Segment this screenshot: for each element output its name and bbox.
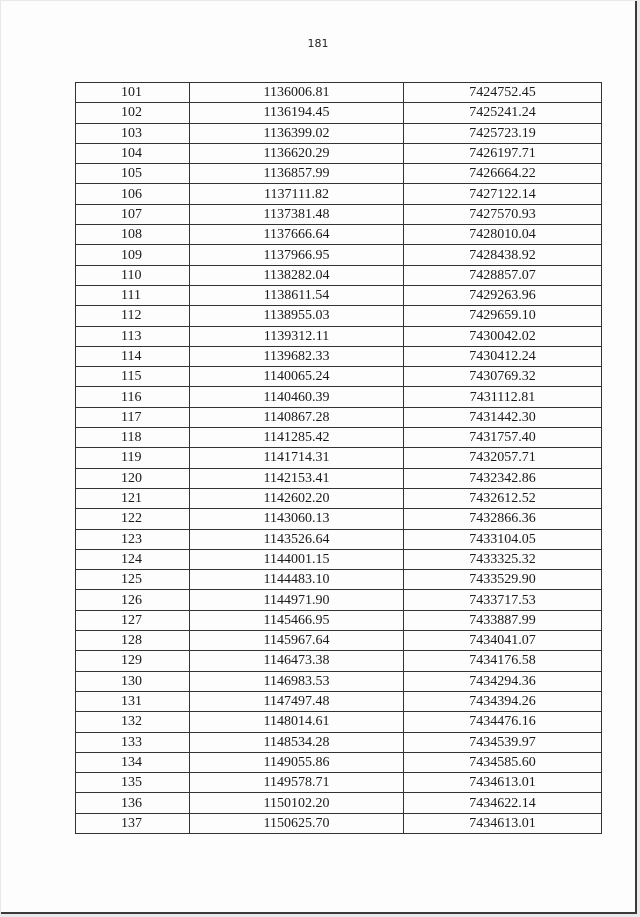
table-row bbox=[76, 509, 602, 529]
table-row bbox=[76, 570, 602, 590]
table-row bbox=[76, 103, 602, 123]
table-row bbox=[76, 651, 602, 671]
x-coordinate-cell: 1137666.64 bbox=[190, 225, 404, 245]
point-number-cell: 108 bbox=[76, 225, 190, 245]
table-row bbox=[76, 529, 602, 549]
point-number-cell: 130 bbox=[76, 671, 190, 691]
point-number-cell: 135 bbox=[76, 773, 190, 793]
y-coordinate-cell: 7433104.05 bbox=[404, 529, 602, 549]
table-row bbox=[76, 793, 602, 813]
y-coordinate-cell: 7434294.36 bbox=[404, 671, 602, 691]
y-coordinate-cell: 7428010.04 bbox=[404, 225, 602, 245]
point-number-cell: 110 bbox=[76, 265, 190, 285]
point-number-cell: 128 bbox=[76, 631, 190, 651]
page-number: 181 bbox=[307, 37, 329, 50]
table-row bbox=[76, 306, 602, 326]
y-coordinate-cell: 7429659.10 bbox=[404, 306, 602, 326]
x-coordinate-cell: 1140065.24 bbox=[190, 367, 404, 387]
point-number-cell: 137 bbox=[76, 813, 190, 833]
y-coordinate-cell: 7434476.16 bbox=[404, 712, 602, 732]
point-number-cell: 107 bbox=[76, 204, 190, 224]
table-row bbox=[76, 752, 602, 772]
y-coordinate-cell: 7434539.97 bbox=[404, 732, 602, 752]
table-row bbox=[76, 123, 602, 143]
y-coordinate-cell: 7431112.81 bbox=[404, 387, 602, 407]
point-number-cell: 101 bbox=[76, 83, 190, 103]
y-coordinate-cell: 7430042.02 bbox=[404, 326, 602, 346]
x-coordinate-cell: 1144483.10 bbox=[190, 570, 404, 590]
y-coordinate-cell: 7434613.01 bbox=[404, 773, 602, 793]
y-coordinate-cell: 7432057.71 bbox=[404, 448, 602, 468]
table-row bbox=[76, 610, 602, 630]
coordinate-table-body bbox=[76, 83, 602, 834]
table-row bbox=[76, 549, 602, 569]
x-coordinate-cell: 1149055.86 bbox=[190, 752, 404, 772]
point-number-cell: 126 bbox=[76, 590, 190, 610]
table-row bbox=[76, 225, 602, 245]
document-page bbox=[1, 1, 637, 914]
y-coordinate-cell: 7433529.90 bbox=[404, 570, 602, 590]
table-row bbox=[76, 143, 602, 163]
y-coordinate-cell: 7432612.52 bbox=[404, 488, 602, 508]
point-number-cell: 116 bbox=[76, 387, 190, 407]
x-coordinate-cell: 1149578.71 bbox=[190, 773, 404, 793]
table-row bbox=[76, 488, 602, 508]
x-coordinate-cell: 1139312.11 bbox=[190, 326, 404, 346]
x-coordinate-cell: 1137111.82 bbox=[190, 184, 404, 204]
table-row bbox=[76, 387, 602, 407]
y-coordinate-cell: 7428438.92 bbox=[404, 245, 602, 265]
table-row bbox=[76, 448, 602, 468]
x-coordinate-cell: 1141714.31 bbox=[190, 448, 404, 468]
x-coordinate-cell: 1140460.39 bbox=[190, 387, 404, 407]
table-row bbox=[76, 428, 602, 448]
point-number-cell: 111 bbox=[76, 285, 190, 305]
x-coordinate-cell: 1136857.99 bbox=[190, 164, 404, 184]
x-coordinate-cell: 1150625.70 bbox=[190, 813, 404, 833]
y-coordinate-cell: 7425723.19 bbox=[404, 123, 602, 143]
y-coordinate-cell: 7430412.24 bbox=[404, 346, 602, 366]
y-coordinate-cell: 7432342.86 bbox=[404, 468, 602, 488]
table-row bbox=[76, 813, 602, 833]
coordinate-table bbox=[75, 82, 602, 834]
point-number-cell: 133 bbox=[76, 732, 190, 752]
x-coordinate-cell: 1144971.90 bbox=[190, 590, 404, 610]
x-coordinate-cell: 1150102.20 bbox=[190, 793, 404, 813]
point-number-cell: 104 bbox=[76, 143, 190, 163]
y-coordinate-cell: 7426664.22 bbox=[404, 164, 602, 184]
table-row bbox=[76, 732, 602, 752]
table-row bbox=[76, 204, 602, 224]
point-number-cell: 127 bbox=[76, 610, 190, 630]
y-coordinate-cell: 7427570.93 bbox=[404, 204, 602, 224]
x-coordinate-cell: 1140867.28 bbox=[190, 407, 404, 427]
x-coordinate-cell: 1138282.04 bbox=[190, 265, 404, 285]
point-number-cell: 118 bbox=[76, 428, 190, 448]
x-coordinate-cell: 1145466.95 bbox=[190, 610, 404, 630]
x-coordinate-cell: 1142153.41 bbox=[190, 468, 404, 488]
table-row bbox=[76, 671, 602, 691]
point-number-cell: 125 bbox=[76, 570, 190, 590]
table-row bbox=[76, 346, 602, 366]
y-coordinate-cell: 7431442.30 bbox=[404, 407, 602, 427]
table-row bbox=[76, 590, 602, 610]
table-row bbox=[76, 184, 602, 204]
point-number-cell: 122 bbox=[76, 509, 190, 529]
table-row bbox=[76, 265, 602, 285]
point-number-cell: 112 bbox=[76, 306, 190, 326]
x-coordinate-cell: 1142602.20 bbox=[190, 488, 404, 508]
y-coordinate-cell: 7428857.07 bbox=[404, 265, 602, 285]
point-number-cell: 134 bbox=[76, 752, 190, 772]
x-coordinate-cell: 1147497.48 bbox=[190, 691, 404, 711]
x-coordinate-cell: 1138611.54 bbox=[190, 285, 404, 305]
table-row bbox=[76, 83, 602, 103]
x-coordinate-cell: 1146473.38 bbox=[190, 651, 404, 671]
point-number-cell: 106 bbox=[76, 184, 190, 204]
point-number-cell: 121 bbox=[76, 488, 190, 508]
point-number-cell: 103 bbox=[76, 123, 190, 143]
point-number-cell: 136 bbox=[76, 793, 190, 813]
y-coordinate-cell: 7434613.01 bbox=[404, 813, 602, 833]
x-coordinate-cell: 1146983.53 bbox=[190, 671, 404, 691]
point-number-cell: 124 bbox=[76, 549, 190, 569]
x-coordinate-cell: 1136399.02 bbox=[190, 123, 404, 143]
point-number-cell: 117 bbox=[76, 407, 190, 427]
table-row bbox=[76, 245, 602, 265]
point-number-cell: 102 bbox=[76, 103, 190, 123]
x-coordinate-cell: 1136620.29 bbox=[190, 143, 404, 163]
x-coordinate-cell: 1143060.13 bbox=[190, 509, 404, 529]
y-coordinate-cell: 7434394.26 bbox=[404, 691, 602, 711]
x-coordinate-cell: 1136006.81 bbox=[190, 83, 404, 103]
table-row bbox=[76, 367, 602, 387]
x-coordinate-cell: 1148014.61 bbox=[190, 712, 404, 732]
point-number-cell: 123 bbox=[76, 529, 190, 549]
point-number-cell: 129 bbox=[76, 651, 190, 671]
table-row bbox=[76, 407, 602, 427]
table-row bbox=[76, 326, 602, 346]
x-coordinate-cell: 1139682.33 bbox=[190, 346, 404, 366]
y-coordinate-cell: 7431757.40 bbox=[404, 428, 602, 448]
x-coordinate-cell: 1136194.45 bbox=[190, 103, 404, 123]
y-coordinate-cell: 7434041.07 bbox=[404, 631, 602, 651]
table-row bbox=[76, 773, 602, 793]
y-coordinate-cell: 7434622.14 bbox=[404, 793, 602, 813]
y-coordinate-cell: 7432866.36 bbox=[404, 509, 602, 529]
x-coordinate-cell: 1137966.95 bbox=[190, 245, 404, 265]
point-number-cell: 109 bbox=[76, 245, 190, 265]
y-coordinate-cell: 7433887.99 bbox=[404, 610, 602, 630]
point-number-cell: 113 bbox=[76, 326, 190, 346]
y-coordinate-cell: 7426197.71 bbox=[404, 143, 602, 163]
y-coordinate-cell: 7424752.45 bbox=[404, 83, 602, 103]
x-coordinate-cell: 1145967.64 bbox=[190, 631, 404, 651]
y-coordinate-cell: 7433717.53 bbox=[404, 590, 602, 610]
table-row bbox=[76, 285, 602, 305]
x-coordinate-cell: 1141285.42 bbox=[190, 428, 404, 448]
y-coordinate-cell: 7425241.24 bbox=[404, 103, 602, 123]
point-number-cell: 119 bbox=[76, 448, 190, 468]
y-coordinate-cell: 7433325.32 bbox=[404, 549, 602, 569]
y-coordinate-cell: 7434585.60 bbox=[404, 752, 602, 772]
x-coordinate-cell: 1148534.28 bbox=[190, 732, 404, 752]
y-coordinate-cell: 7434176.58 bbox=[404, 651, 602, 671]
point-number-cell: 105 bbox=[76, 164, 190, 184]
table-row bbox=[76, 691, 602, 711]
table-row bbox=[76, 712, 602, 732]
x-coordinate-cell: 1144001.15 bbox=[190, 549, 404, 569]
table-row bbox=[76, 468, 602, 488]
x-coordinate-cell: 1137381.48 bbox=[190, 204, 404, 224]
point-number-cell: 114 bbox=[76, 346, 190, 366]
y-coordinate-cell: 7427122.14 bbox=[404, 184, 602, 204]
table-row bbox=[76, 164, 602, 184]
point-number-cell: 115 bbox=[76, 367, 190, 387]
point-number-cell: 120 bbox=[76, 468, 190, 488]
table-row bbox=[76, 631, 602, 651]
y-coordinate-cell: 7430769.32 bbox=[404, 367, 602, 387]
x-coordinate-cell: 1143526.64 bbox=[190, 529, 404, 549]
point-number-cell: 132 bbox=[76, 712, 190, 732]
y-coordinate-cell: 7429263.96 bbox=[404, 285, 602, 305]
x-coordinate-cell: 1138955.03 bbox=[190, 306, 404, 326]
point-number-cell: 131 bbox=[76, 691, 190, 711]
